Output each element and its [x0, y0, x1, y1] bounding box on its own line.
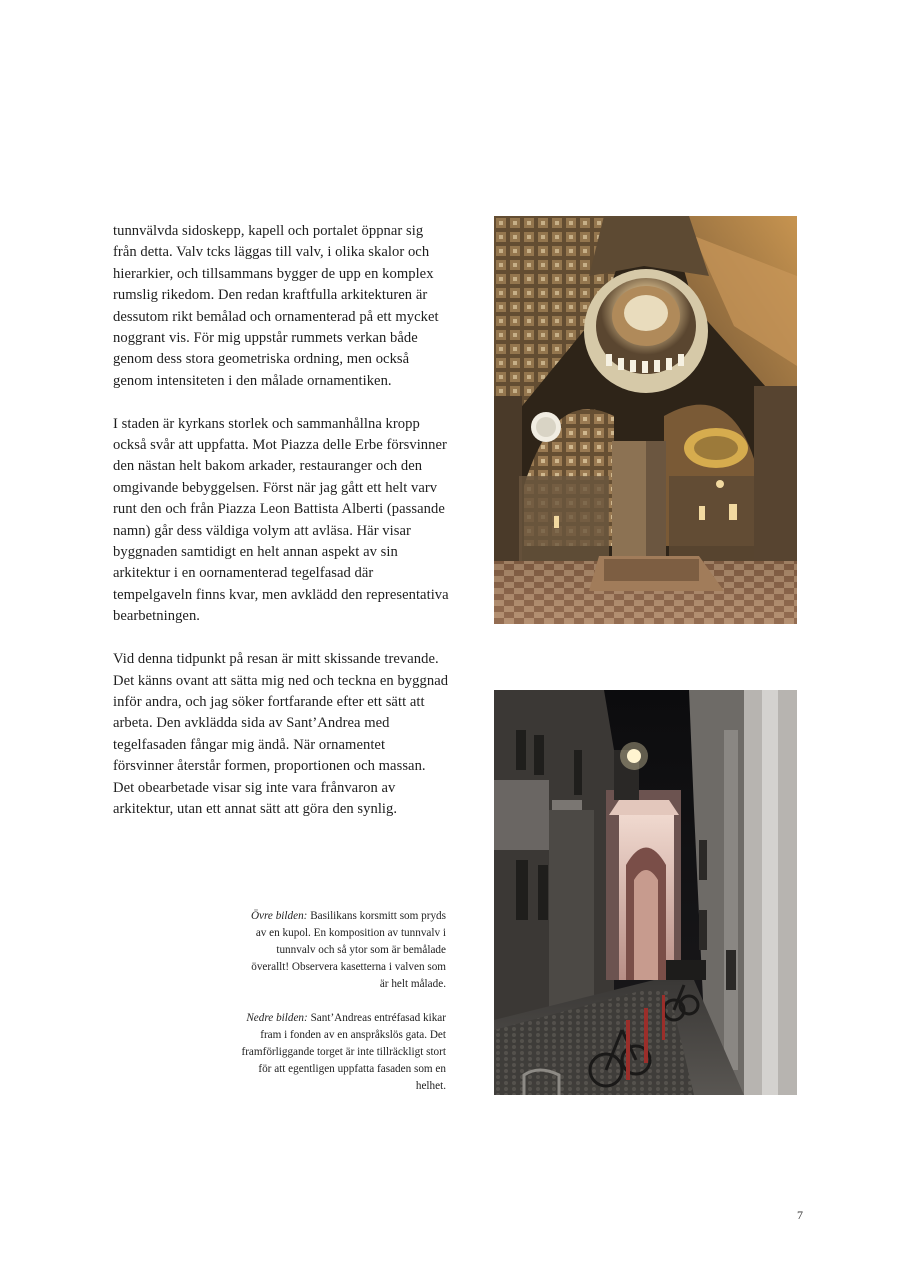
- caption-bottom: [240, 1010, 446, 1095]
- paragraph-3: Vid denna tidpunkt på resan är mitt skissande trevande. Det känns ovant att sätta mig ned och teckna en byggnad inför andra, och jag söker fortfarande efter ett sätt att arbeta. Den avklädda sida av Sant’Andrea med tegelfasaden fångar mig ändå. När ornamentet försvinner återstår formen, proportionen och massan. Det obearbetade visar sig inte vara frånvaron av arkitektur, utan ett annat sätt att göra den synlig.: [113, 651, 449, 817]
- image-captions: [240, 908, 446, 1112]
- caption-top: [240, 908, 446, 993]
- street-facade-photo: [494, 690, 797, 1095]
- body-text: [113, 221, 449, 842]
- paragraph-2: I staden är kyrkans storlek och sammanhållna kropp också svår att uppfatta. Mot Piazza delle Erbe försvinner den nästan helt bakom arkader, restauranger och den omgivande bebyggelsen. Först när jag gått ett helt varv runt den och från Piazza Leon Battista Alberti (passande namn) går dess väldiga volym att avläsa. Här visar byggnaden samtidigt en helt annan aspekt av sin arkitektur i en oornamenterad tegelfasad där tempelgaveln finns kvar, men avklädd den representativa bearbetningen.: [113, 415, 449, 625]
- page-number: 7: [797, 1208, 803, 1222]
- paragraph-1: tunnvälvda sidoskepp, kapell och portalet öppnar sig från detta. Valv tcks läggas till valv, i olika skalor och hierarkier, och tillsammans bygger de upp en komplex rumslig rikedom. Den redan kraftfulla arkitekturen är dessutom rikt bemålad och ornamenterad på ett mycket noggrant vis. För mig uppstår rummets verkan både genom dess stora geometriska ordning, men också genom intensiteten i den målade ornamentiken.: [113, 223, 439, 389]
- caption-bottom-label: Nedre bilden:: [246, 1012, 308, 1024]
- caption-top-label: Övre bilden:: [250, 910, 308, 922]
- caption-top-text: Basilikans korsmitt som pryds av en kupol. En komposition av tunnvalv i tunnvalv och så ytor som är bemålade överallt! Observera kasetterna i valven som är helt målade.: [251, 910, 446, 990]
- basilica-interior-photo: [494, 216, 797, 624]
- caption-bottom-text: Sant’Andreas entréfasad kikar fram i fonden av en anspråkslös gata. Det framförliggande torget är inte tillräckligt stort för att egentligen uppfatta fasaden som en helhet.: [241, 1012, 446, 1092]
